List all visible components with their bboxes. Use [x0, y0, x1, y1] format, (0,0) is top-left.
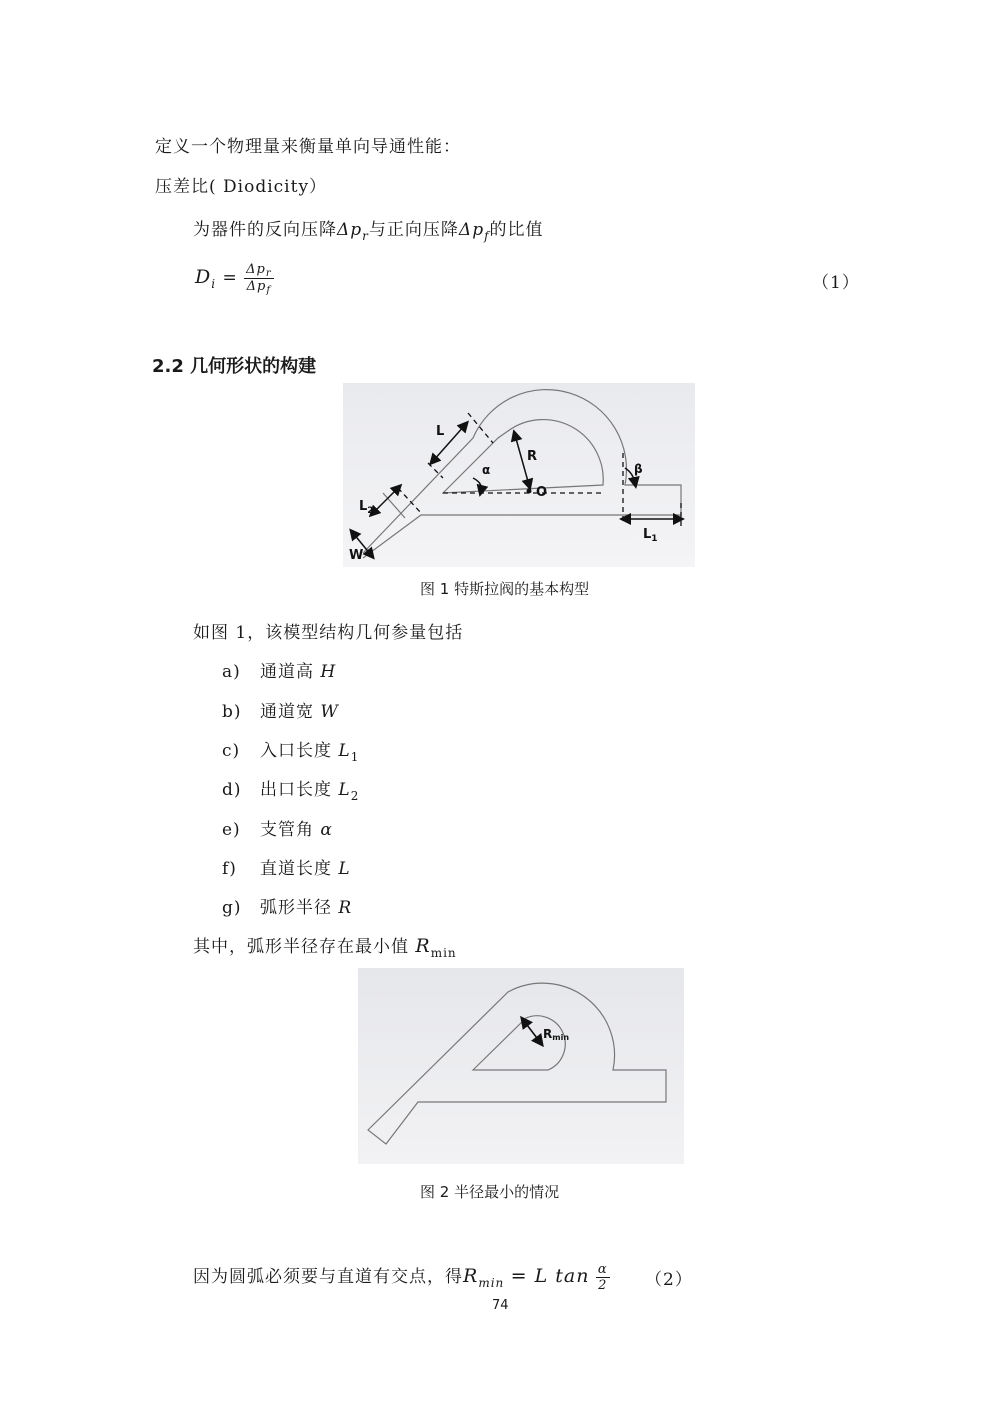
eq2-lhs: R — [463, 1265, 479, 1287]
params-intro: 如图 1，该模型结构几何参量包括 — [193, 623, 464, 643]
intro-line: 定义一个物理量来衡量单向导通性能： — [155, 137, 461, 157]
label-beta: β — [634, 462, 643, 476]
param-item: c) 入口长度 $L_1$ — [222, 741, 360, 764]
param-item: b) 通道宽 W — [222, 702, 339, 722]
eq1-number: （1） — [812, 273, 860, 293]
label-W: W — [349, 548, 364, 563]
label-O: O — [536, 485, 548, 500]
figure-2 — [358, 968, 684, 1164]
forward-drop-symbol: $\Delta p_f$ — [458, 220, 490, 243]
definition-suffix: 的比值 — [489, 220, 544, 240]
eq2-rhs: = L tan — [510, 1265, 590, 1287]
rmin-line: 其中，弧形半径存在最小值 $R_{min}$ — [193, 935, 457, 960]
figure-1-caption: 图 1 特斯拉阀的基本构型 — [420, 580, 590, 598]
param-item: d) 出口长度 $L_2$ — [222, 780, 360, 803]
figure-2-caption: 图 2 半径最小的情况 — [420, 1183, 560, 1201]
page-number: 74 — [492, 1298, 509, 1313]
definition-mid: 与正向压降 — [368, 220, 459, 240]
definition-prefix: 为器件的反向压降 — [193, 220, 337, 240]
param-item: g) 弧形半径 R — [222, 898, 353, 918]
eq2-text: 因为圆弧必须要与直道有交点，得 — [193, 1267, 463, 1287]
label-alpha: α — [482, 463, 491, 477]
section-heading: 2.2 几何形状的构建 — [152, 356, 317, 377]
equation-1: $D_i$ = $\frac{\Delta p_r}{\Delta p_f}$ — [195, 262, 272, 296]
eq1-lhs: D — [195, 266, 212, 288]
label-R: R — [527, 449, 538, 464]
eq2-number: （2） — [645, 1270, 693, 1290]
label-rmin: Rmin — [543, 1027, 570, 1042]
eq2-fraction: $\frac{\alpha}{2}$ — [597, 1262, 608, 1293]
tesla-valve-diagram — [343, 383, 695, 567]
param-item: f) 直道长度 L — [222, 859, 351, 879]
label-L2: $L_2$ — [359, 499, 374, 516]
param-item: e) 支管角 α — [222, 820, 333, 840]
equation-2 — [193, 1262, 610, 1293]
param-item: a) 通道高 H — [222, 662, 337, 682]
eq2-lhs-sub: min — [478, 1276, 505, 1290]
eq1-fraction: $\frac{\Delta p_r}{\Delta p_f}$ — [246, 262, 272, 296]
definition-line — [193, 215, 544, 243]
rmin-diagram — [358, 968, 684, 1164]
reverse-drop-symbol: $\Delta p_r$ — [337, 220, 369, 243]
diodicity-label: 压差比( Diodicity） — [155, 177, 328, 197]
label-L: L — [436, 424, 445, 439]
figure-1 — [343, 383, 695, 567]
eq1-lhs-sub: i — [211, 277, 217, 291]
label-L1: $L_1$ — [643, 527, 658, 544]
